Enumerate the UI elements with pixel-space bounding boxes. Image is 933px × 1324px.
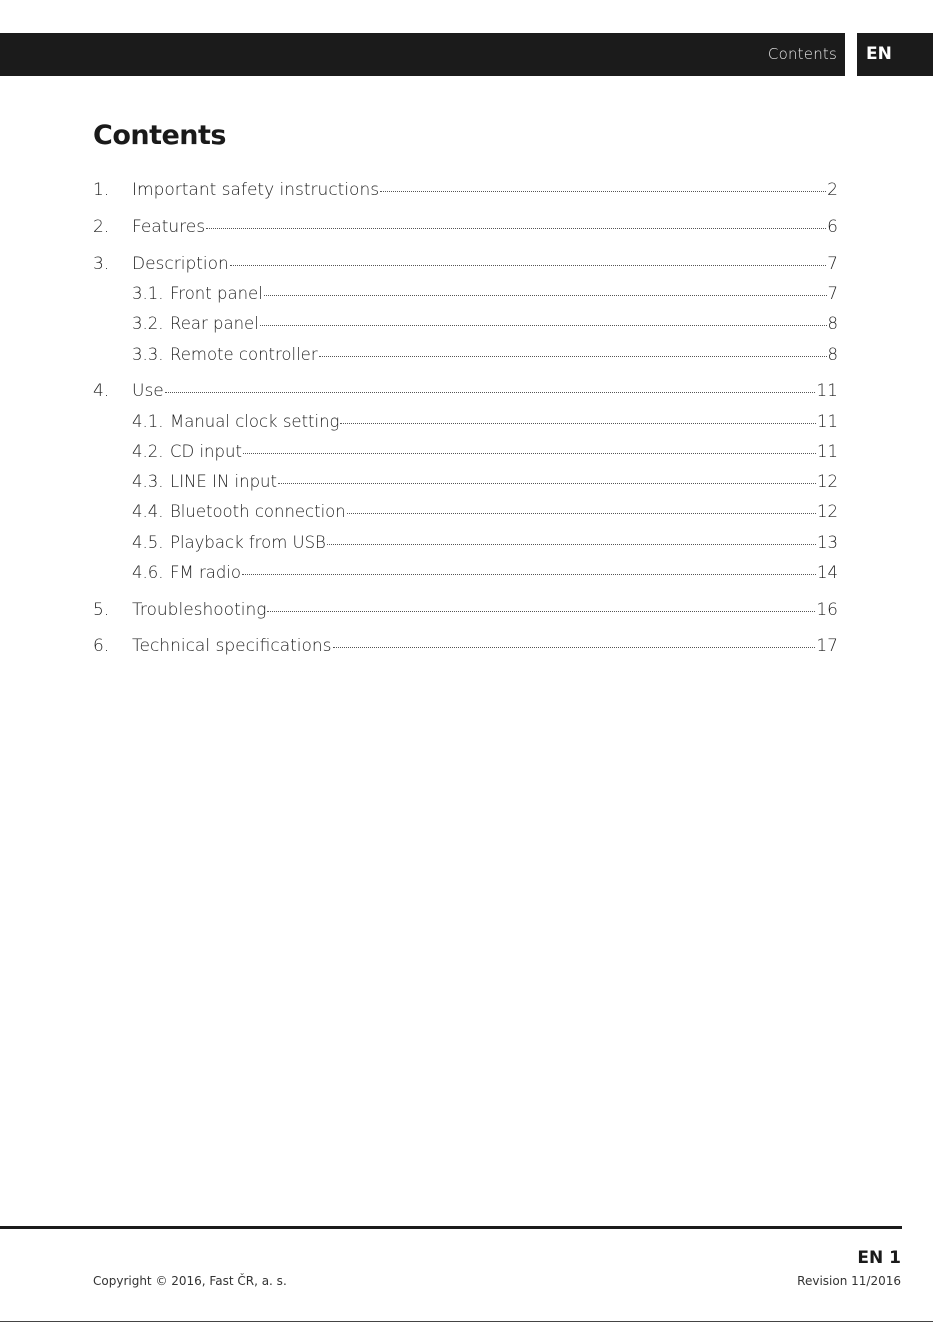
footer-revision: Revision 11/2016 bbox=[797, 1274, 901, 1288]
toc-entry-page: 12 bbox=[817, 502, 838, 521]
toc-entry[interactable] bbox=[93, 254, 838, 280]
toc-leader-dots bbox=[260, 325, 827, 326]
toc-entry-label: Remote controller bbox=[170, 345, 318, 364]
toc-leader-dots bbox=[333, 647, 816, 648]
toc-entry-number: 4. bbox=[93, 381, 110, 401]
toc-entry-number: 4.6. bbox=[132, 563, 164, 582]
toc-entry-number: 3.1. bbox=[132, 284, 164, 303]
toc-entry[interactable] bbox=[93, 381, 838, 407]
footer-page-number: EN 1 bbox=[857, 1248, 901, 1268]
toc-entry-page: 7 bbox=[827, 284, 838, 303]
toc-entry[interactable] bbox=[93, 533, 838, 559]
toc-entry[interactable] bbox=[93, 442, 838, 468]
toc-entry-number: 5. bbox=[93, 600, 110, 620]
page-title: Contents bbox=[93, 120, 227, 151]
toc-entry-page: 11 bbox=[816, 381, 838, 401]
toc-entry-number: 4.2. bbox=[132, 442, 164, 461]
toc-entry-number: 4.1. bbox=[132, 412, 164, 431]
toc-entry-page: 13 bbox=[817, 533, 838, 552]
toc-entry-page: 12 bbox=[817, 472, 838, 491]
toc-entry[interactable] bbox=[93, 563, 838, 589]
toc-entry-label: Important safety instructions bbox=[132, 180, 380, 200]
toc-entry-label: Troubleshooting bbox=[132, 600, 267, 620]
toc-entry-number: 3.3. bbox=[132, 345, 164, 364]
toc-entry-label: Playback from USB bbox=[170, 533, 326, 552]
toc-leader-dots bbox=[230, 265, 826, 266]
page-bottom-edge bbox=[0, 1321, 933, 1322]
toc-entry-number: 4.3. bbox=[132, 472, 164, 491]
toc-leader-dots bbox=[264, 295, 827, 296]
toc-entry-page: 11 bbox=[817, 412, 838, 431]
toc-entry[interactable] bbox=[93, 180, 838, 206]
toc-entry[interactable] bbox=[93, 502, 838, 528]
toc-leader-dots bbox=[206, 228, 826, 229]
toc-entry-label: Front panel bbox=[170, 284, 263, 303]
toc-entry[interactable] bbox=[93, 314, 838, 340]
toc-entry-page: 6 bbox=[827, 217, 838, 237]
toc-entry-number: 6. bbox=[93, 636, 110, 656]
toc-entry-label: Technical specifications bbox=[132, 636, 332, 656]
toc-entry-number: 2. bbox=[93, 217, 110, 237]
toc-leader-dots bbox=[347, 513, 816, 514]
toc-entry-number: 3.2. bbox=[132, 314, 164, 333]
toc-entry-number: 3. bbox=[93, 254, 110, 274]
toc-entry-label: Rear panel bbox=[170, 314, 259, 333]
toc-leader-dots bbox=[165, 392, 816, 393]
toc-entry-label: CD input bbox=[170, 442, 242, 461]
toc-entry-page: 2 bbox=[827, 180, 838, 200]
toc-entry-label: Manual clock setting bbox=[170, 412, 340, 431]
header-bar bbox=[0, 33, 845, 76]
toc-entry-page: 7 bbox=[827, 254, 838, 274]
toc-entry[interactable] bbox=[93, 217, 838, 243]
toc-entry[interactable] bbox=[93, 600, 838, 626]
toc-leader-dots bbox=[278, 483, 816, 484]
toc-leader-dots bbox=[267, 611, 815, 612]
toc-entry[interactable] bbox=[93, 284, 838, 310]
language-tab bbox=[857, 33, 933, 76]
toc-entry-label: LINE IN input bbox=[170, 472, 277, 491]
header-section-title: Contents bbox=[767, 45, 837, 63]
toc-entry[interactable] bbox=[93, 636, 838, 662]
toc-leader-dots bbox=[340, 423, 816, 424]
toc-entry[interactable] bbox=[93, 412, 838, 438]
toc-leader-dots bbox=[243, 453, 816, 454]
language-label: EN bbox=[866, 44, 892, 64]
footer-divider bbox=[0, 1226, 902, 1229]
toc-entry-page: 17 bbox=[816, 636, 838, 656]
toc-leader-dots bbox=[380, 191, 826, 192]
toc-entry-label: Features bbox=[132, 217, 206, 237]
toc-entry-number: 1. bbox=[93, 180, 110, 200]
toc-entry-page: 11 bbox=[817, 442, 838, 461]
toc-entry[interactable] bbox=[93, 472, 838, 498]
toc-leader-dots bbox=[319, 356, 827, 357]
toc-entry-page: 8 bbox=[827, 345, 838, 364]
toc-entry-label: Bluetooth connection bbox=[170, 502, 346, 521]
toc-entry[interactable] bbox=[93, 345, 838, 371]
toc-entry-label: FM radio bbox=[170, 563, 242, 582]
toc-leader-dots bbox=[327, 544, 816, 545]
toc-leader-dots bbox=[242, 574, 816, 575]
toc-entry-label: Use bbox=[132, 381, 164, 401]
toc-entry-page: 16 bbox=[816, 600, 838, 620]
toc-entry-number: 4.5. bbox=[132, 533, 164, 552]
toc-entry-page: 14 bbox=[817, 563, 838, 582]
toc-entry-number: 4.4. bbox=[132, 502, 164, 521]
toc-entry-page: 8 bbox=[827, 314, 838, 333]
footer-copyright: Copyright © 2016, Fast ČR, a. s. bbox=[93, 1274, 287, 1288]
toc-entry-label: Description bbox=[132, 254, 229, 274]
